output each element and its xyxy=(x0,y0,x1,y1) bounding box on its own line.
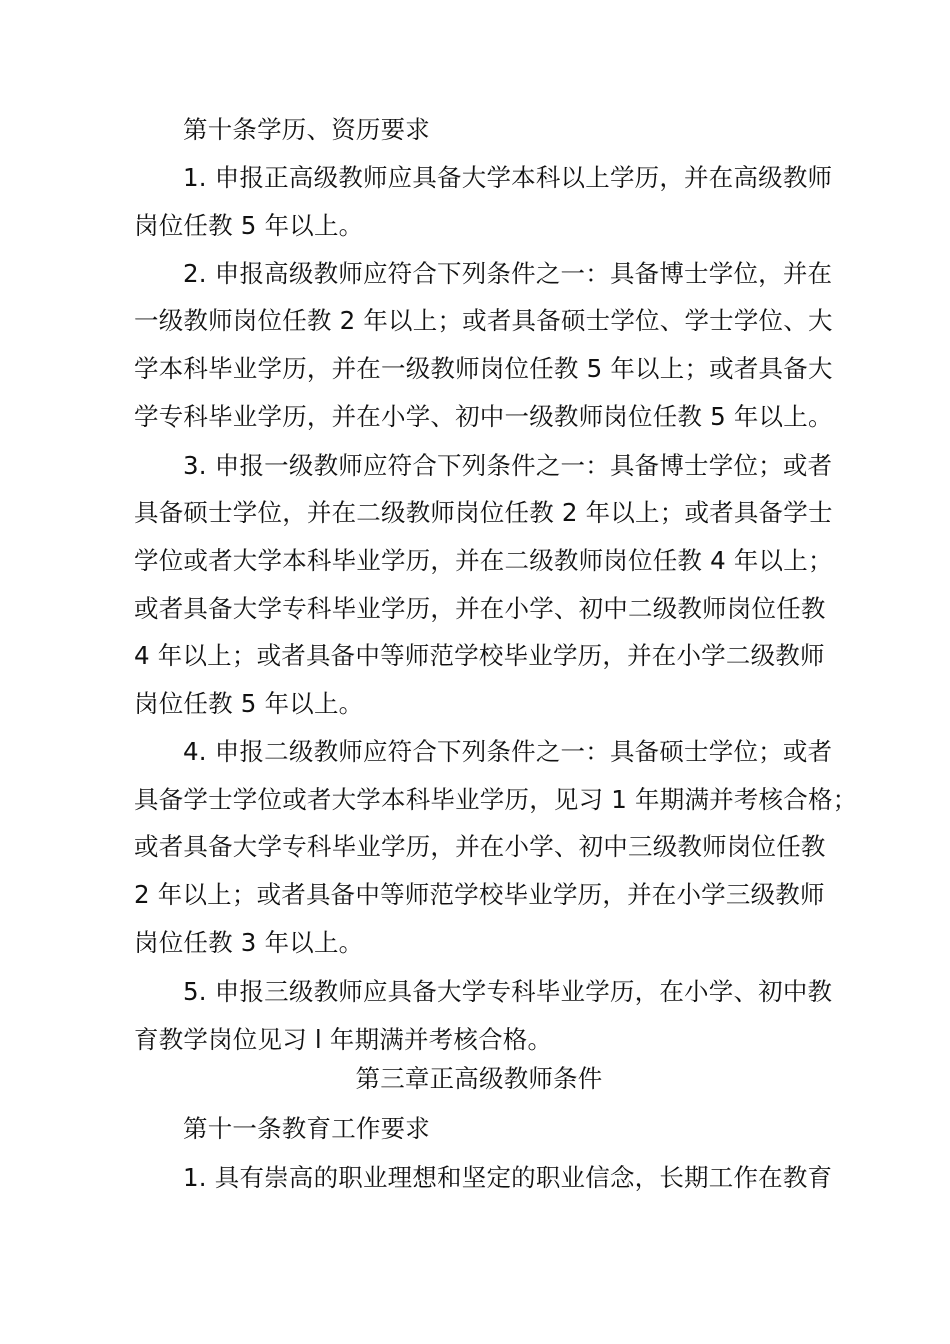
article-10-item-5-line-1: 5. 申报三级教师应具备大学专科毕业学历，在小学、初中教 xyxy=(183,977,833,1006)
chapter-3-heading: 第三章正高级教师条件 xyxy=(355,1064,603,1093)
article-10-item-4-line-5: 岗位任教 3 年以上。 xyxy=(134,928,364,957)
article-10-item-2-line-2: 一级教师岗位任教 2 年以上；或者具备硕士学位、学士学位、大 xyxy=(134,306,833,335)
article-10-item-2-line-3: 学本科毕业学历，并在一级教师岗位任教 5 年以上；或者具备大 xyxy=(134,354,833,383)
article-10-item-4-line-2: 具备学士学位或者大学本科毕业学历，见习 1 年期满并考核合格； xyxy=(134,785,858,814)
article-10-title: 第十条学历、资历要求 xyxy=(183,115,430,144)
article-10-item-5-line-2: 育教学岗位见习 l 年期满并考核合格。 xyxy=(134,1025,553,1054)
article-10-item-4-line-3: 或者具备大学专科毕业学历，并在小学、初中三级教师岗位任教 xyxy=(134,832,826,861)
article-10-item-4-line-1: 4. 申报二级教师应符合下列条件之一：具备硕士学位；或者 xyxy=(183,737,833,766)
article-10-item-1-line-1: 1. 申报正高级教师应具备大学本科以上学历，并在高级教师 xyxy=(183,163,833,192)
article-10-item-2-line-4: 学专科毕业学历，并在小学、初中一级教师岗位任教 5 年以上。 xyxy=(134,402,833,431)
article-10-item-3-line-3: 学位或者大学本科毕业学历，并在二级教师岗位任教 4 年以上； xyxy=(134,546,833,575)
article-10-item-3-line-6: 岗位任教 5 年以上。 xyxy=(134,689,364,718)
article-10-item-3-line-4: 或者具备大学专科毕业学历，并在小学、初中二级教师岗位任教 xyxy=(134,594,826,623)
article-10-item-1-line-2: 岗位任教 5 年以上。 xyxy=(134,211,364,240)
article-11-item-1-line-1: 1. 具有崇高的职业理想和坚定的职业信念，长期工作在教育 xyxy=(183,1163,833,1192)
article-10-item-3-line-1: 3. 申报一级教师应符合下列条件之一：具备博士学位；或者 xyxy=(183,451,833,480)
article-11-title: 第十一条教育工作要求 xyxy=(183,1114,430,1143)
article-10-item-2-line-1: 2. 申报高级教师应符合下列条件之一：具备博士学位，并在 xyxy=(183,259,833,288)
article-10-item-3-line-5: 4 年以上；或者具备中等师范学校毕业学历，并在小学二级教师 xyxy=(134,641,825,670)
article-10-item-4-line-4: 2 年以上；或者具备中等师范学校毕业学历，并在小学三级教师 xyxy=(134,880,825,909)
article-10-item-3-line-2: 具备硕士学位，并在二级教师岗位任教 2 年以上；或者具备学士 xyxy=(134,498,833,527)
